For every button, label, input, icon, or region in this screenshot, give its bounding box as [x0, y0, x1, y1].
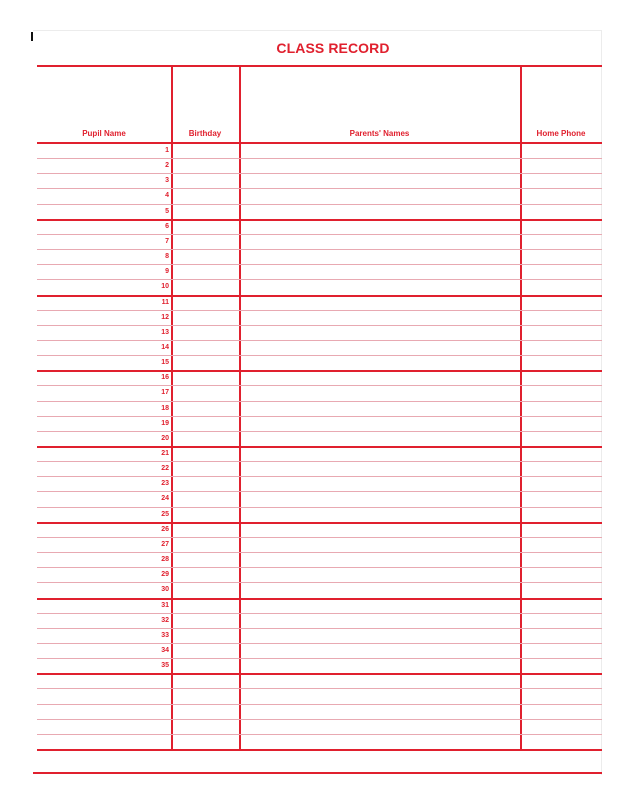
row-number: 2 [165, 162, 169, 169]
row-rule [37, 355, 602, 356]
row-number: 4 [165, 192, 169, 199]
grid-bottom-rule [37, 749, 602, 751]
row-number: 17 [161, 389, 169, 396]
row-number: 5 [165, 208, 169, 215]
row-number: 25 [161, 511, 169, 518]
row-rule [37, 340, 602, 341]
column-header-birthday: Birthday [188, 129, 222, 138]
row-rule [37, 249, 602, 250]
row-rule [37, 234, 602, 235]
column-header-pupil: Pupil Name [82, 129, 126, 138]
row-number: 32 [161, 617, 169, 624]
group-rule [37, 219, 602, 221]
group-rule [37, 446, 602, 448]
row-number: 18 [161, 405, 169, 412]
row-number: 21 [161, 450, 169, 457]
group-rule [37, 522, 602, 524]
row-rule [37, 401, 602, 402]
row-number: 33 [161, 632, 169, 639]
row-rule [37, 719, 602, 720]
header-bottom-rule [37, 142, 602, 144]
row-number: 15 [161, 359, 169, 366]
row-rule [37, 734, 602, 735]
row-number: 31 [161, 602, 169, 609]
row-number: 27 [161, 541, 169, 548]
row-number: 26 [161, 526, 169, 533]
row-rule [37, 613, 602, 614]
row-rule [37, 491, 602, 492]
row-number: 29 [161, 571, 169, 578]
row-number: 14 [161, 344, 169, 351]
group-rule [37, 598, 602, 600]
row-rule [37, 582, 602, 583]
row-number: 20 [161, 435, 169, 442]
row-number: 30 [161, 586, 169, 593]
sheet-edge-top [33, 30, 602, 31]
row-rule [37, 173, 602, 174]
row-rule [37, 537, 602, 538]
row-rule [37, 416, 602, 417]
row-rule [37, 325, 602, 326]
row-number: 8 [165, 253, 169, 260]
row-rule [37, 704, 602, 705]
column-divider [171, 65, 173, 751]
row-number: 13 [161, 329, 169, 336]
group-rule [37, 673, 602, 675]
row-number: 1 [165, 147, 169, 154]
header-top-rule [37, 65, 602, 67]
row-rule [37, 658, 602, 659]
row-rule [37, 188, 602, 189]
column-header-parents: Parents' Names [349, 129, 410, 138]
row-number: 6 [165, 223, 169, 230]
bottom-border [33, 772, 602, 774]
row-number: 7 [165, 238, 169, 245]
page-title: CLASS RECORD [276, 40, 390, 56]
row-rule [37, 310, 602, 311]
row-rule [37, 385, 602, 386]
row-number: 23 [161, 480, 169, 487]
row-rule [37, 461, 602, 462]
row-number: 3 [165, 177, 169, 184]
group-rule [37, 295, 602, 297]
row-number: 16 [161, 374, 169, 381]
row-rule [37, 264, 602, 265]
column-divider [239, 65, 241, 751]
row-rule [37, 431, 602, 432]
row-rule [37, 507, 602, 508]
row-rule [37, 688, 602, 689]
row-rule [37, 552, 602, 553]
row-number: 9 [165, 268, 169, 275]
row-rule [37, 158, 602, 159]
row-number: 10 [161, 283, 169, 290]
column-header-phone: Home Phone [536, 129, 586, 138]
row-rule [37, 643, 602, 644]
row-number: 12 [161, 314, 169, 321]
row-number: 22 [161, 465, 169, 472]
row-rule [37, 567, 602, 568]
row-number: 28 [161, 556, 169, 563]
row-number: 24 [161, 495, 169, 502]
row-number: 11 [161, 299, 169, 306]
row-rule [37, 204, 602, 205]
row-number: 35 [161, 662, 169, 669]
row-rule [37, 628, 602, 629]
row-number: 19 [161, 420, 169, 427]
column-divider [520, 65, 522, 751]
row-number: 34 [161, 647, 169, 654]
group-rule [37, 370, 602, 372]
row-rule [37, 476, 602, 477]
row-rule [37, 279, 602, 280]
